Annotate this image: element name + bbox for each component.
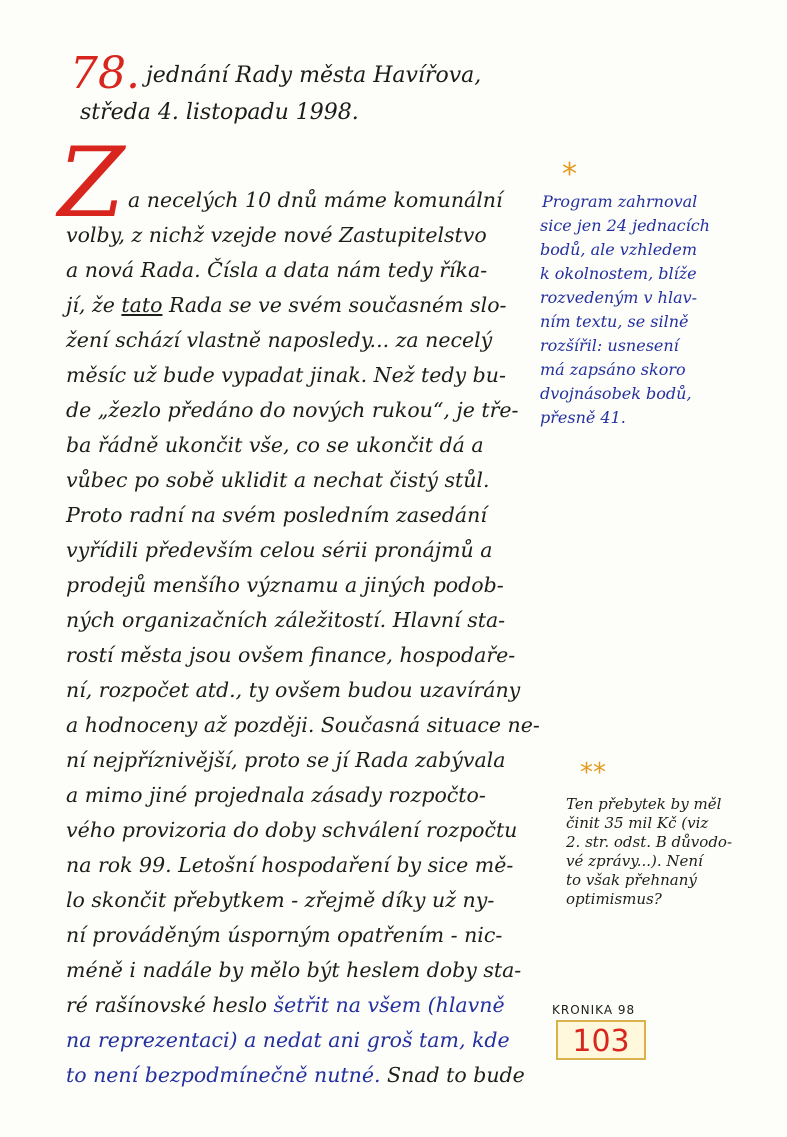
- asterisk-icon: *: [562, 157, 577, 192]
- double-asterisk-icon: **: [580, 758, 606, 788]
- body-line: ných organizačních záležitostí. Hlavní sta-: [66, 608, 506, 632]
- note-line: činit 35 mil Kč (viz: [566, 814, 709, 832]
- note-line: sice jen 24 jednacích: [540, 216, 710, 235]
- body-line: ní nejpříznivější, proto se jí Rada zabývala: [66, 748, 506, 772]
- body-line: ní prováděným úsporným opatřením - nic-: [66, 923, 503, 947]
- note-line: 2. str. odst. B důvodo-: [566, 833, 733, 851]
- page-number-box: [556, 1020, 646, 1060]
- note-line: Ten přebytek by měl: [566, 795, 722, 813]
- underlined-word: tato: [121, 293, 163, 317]
- initial-letter: Z: [58, 127, 125, 239]
- body-line: volby, z nichž vzejde nové Zastupitelstvo: [66, 223, 487, 247]
- note-line: přesně 41.: [540, 408, 626, 427]
- body-line: prodejů menšího významu a jiných podob-: [66, 573, 504, 597]
- body-line: lo skončit přebytkem - zřejmě díky už ny-: [66, 888, 495, 912]
- note-line: rozšířil: usnesení: [540, 336, 679, 355]
- body-line: vůbec po sobě uklidit a nechat čistý stůl.: [66, 468, 490, 492]
- body-line: ní, rozpočet atd., ty ovšem budou uzavírány: [66, 678, 521, 702]
- body-line: a mimo jiné projednala zásady rozpočto-: [66, 783, 486, 807]
- meeting-number: 78.: [70, 48, 140, 99]
- body-line: [66, 993, 505, 1017]
- note-line: to však přehnaný: [566, 871, 697, 889]
- chronicle-label: KRONIKA 98: [552, 1003, 636, 1017]
- body-line: a necelých 10 dnů máme komunální: [128, 188, 503, 212]
- header-line-1: [70, 48, 482, 99]
- body-line: de „žezlo předáno do nových rukou“, je tře-: [66, 398, 519, 422]
- body-line: a nová Rada. Čísla a data nám tedy říka-: [66, 258, 488, 282]
- body-line: měsíc už bude vypadat jinak. Než tedy bu-: [66, 363, 506, 387]
- note-line: ním textu, se silně: [540, 312, 689, 331]
- note-line: rozvedeným v hlav-: [540, 288, 698, 307]
- body-fragment: Snad to bude: [380, 1063, 525, 1087]
- body-line: ba řádně ukončit vše, co se ukončit dá a: [66, 433, 484, 457]
- note-line: dvojnásobek bodů,: [540, 384, 692, 403]
- body-fragment: ré rašínovské heslo: [66, 993, 274, 1017]
- note-line: Program zahrnoval: [542, 192, 698, 211]
- highlight-fragment: šetřit na všem (hlavně: [273, 993, 505, 1017]
- note-line: vé zprávy...). Není: [566, 852, 703, 870]
- header-date: středa 4. listopadu 1998.: [80, 100, 359, 125]
- body-line: na rok 99. Letošní hospodaření by sice mě-: [66, 853, 514, 877]
- body-line: rostí města jsou ovšem finance, hospodaře-: [66, 643, 516, 667]
- body-line: vého provizoria do doby schválení rozpočtu: [66, 818, 518, 842]
- body-line: žení schází vlastně naposledy... za necelý: [66, 328, 493, 352]
- note-line: má zapsáno skoro: [540, 360, 686, 379]
- note-line: k okolnostem, blíže: [540, 264, 697, 283]
- body-line: a hodnoceny až později. Současná situace ne-: [66, 713, 540, 737]
- highlight-line: na reprezentaci) a nedat ani groš tam, kde: [66, 1028, 510, 1052]
- body-line: vyřídili především celou sérii pronájmů a: [66, 538, 493, 562]
- body-line: Proto radní na svém posledním zasedání: [66, 503, 487, 527]
- body-line: méně i nadále by mělo být heslem doby sta-: [66, 958, 522, 982]
- note-line: optimismus?: [566, 890, 662, 908]
- body-line: [66, 1063, 525, 1087]
- body-line: jí, že tato Rada se ve svém současném slo-: [66, 293, 507, 317]
- note-line: bodů, ale vzhledem: [540, 240, 698, 259]
- header-title: jednání Rady města Havířova,: [145, 63, 482, 88]
- highlight-fragment: to není bezpodmínečně nutné.: [66, 1063, 381, 1087]
- page-number: 103: [572, 1024, 630, 1059]
